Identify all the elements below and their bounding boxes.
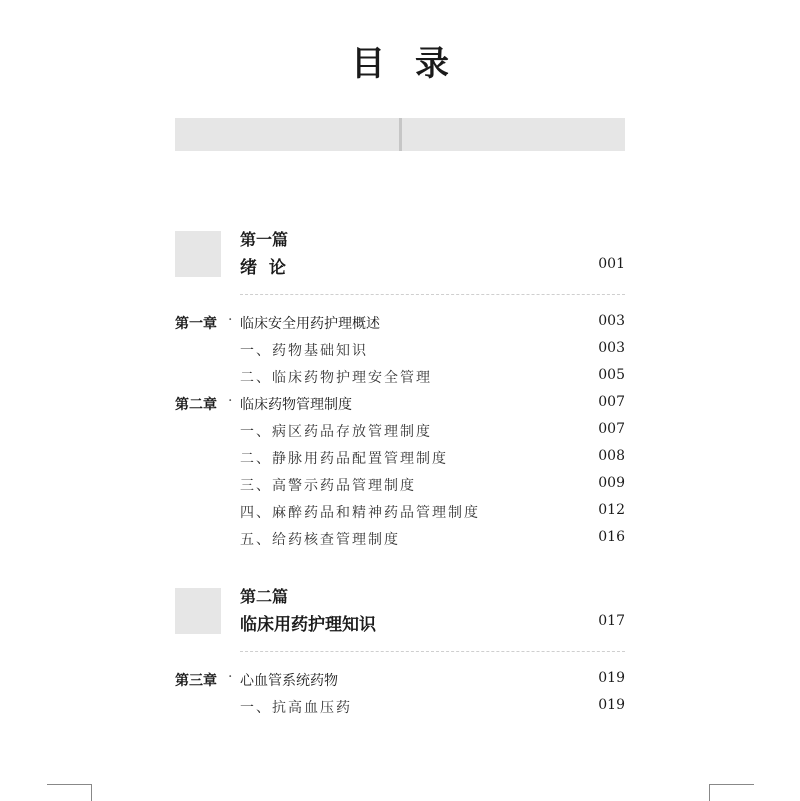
page-number: 008 — [598, 448, 625, 464]
part-name: 绪 论 — [240, 258, 286, 278]
chapter-title: 临床药物管理制度 — [240, 397, 352, 413]
page-title-char-1: 目 — [351, 44, 385, 84]
toc-section-row[interactable] — [175, 697, 625, 719]
crop-mark-left — [47, 784, 92, 801]
toc-section-row[interactable] — [175, 421, 625, 443]
toc-section-row[interactable] — [175, 448, 625, 470]
page-number: 012 — [598, 502, 625, 518]
header-banner — [175, 118, 625, 151]
page-number: 007 — [598, 394, 625, 410]
part-page-number: 001 — [598, 256, 625, 272]
toc-chapter-row[interactable] — [175, 394, 625, 416]
page-number: 003 — [598, 340, 625, 356]
toc-section-row[interactable] — [175, 502, 625, 524]
section-title: 五、给药核查管理制度 — [240, 532, 400, 548]
toc-section-row[interactable] — [175, 529, 625, 551]
part-marker-box — [175, 588, 221, 634]
page-number: 016 — [598, 529, 625, 545]
part-name: 临床用药护理知识 — [240, 615, 376, 635]
part-label: 第一篇 — [240, 230, 289, 249]
part-divider — [240, 294, 625, 295]
section-title: 一、抗高血压药 — [240, 700, 352, 716]
section-title: 一、药物基础知识 — [240, 343, 368, 359]
page-number: 019 — [598, 670, 625, 686]
chapter-title: 临床安全用药护理概述 — [240, 316, 380, 332]
page-number: 009 — [598, 475, 625, 491]
chapter-number: 第二章 — [175, 397, 217, 413]
page-number: 003 — [598, 313, 625, 329]
chapter-separator: · — [228, 312, 233, 328]
part-1[interactable] — [175, 231, 625, 277]
chapter-number: 第三章 — [175, 673, 217, 689]
crop-mark-right — [709, 784, 754, 801]
toc-chapter-row[interactable] — [175, 313, 625, 335]
banner-divider — [399, 118, 402, 151]
section-title: 二、静脉用药品配置管理制度 — [240, 451, 448, 467]
toc-section-row[interactable] — [175, 340, 625, 362]
page-number: 005 — [598, 367, 625, 383]
section-title: 三、高警示药品管理制度 — [240, 478, 416, 494]
page-title — [0, 36, 800, 85]
toc-chapter-row[interactable] — [175, 670, 625, 692]
toc-section-row[interactable] — [175, 475, 625, 497]
part-2[interactable] — [175, 588, 625, 634]
section-title: 一、病区药品存放管理制度 — [240, 424, 432, 440]
section-title: 四、麻醉药品和精神药品管理制度 — [240, 505, 480, 521]
chapter-title: 心血管系统药物 — [240, 673, 338, 689]
page-number: 007 — [598, 421, 625, 437]
toc-section-row[interactable] — [175, 367, 625, 389]
chapter-separator: · — [228, 393, 233, 409]
part-label: 第二篇 — [240, 587, 289, 606]
page-title-char-2: 录 — [415, 44, 449, 84]
chapter-number: 第一章 — [175, 316, 217, 332]
page-number: 019 — [598, 697, 625, 713]
chapter-separator: · — [228, 669, 233, 685]
part-page-number: 017 — [598, 613, 625, 629]
part-divider — [240, 651, 625, 652]
part-marker-box — [175, 231, 221, 277]
section-title: 二、临床药物护理安全管理 — [240, 370, 432, 386]
